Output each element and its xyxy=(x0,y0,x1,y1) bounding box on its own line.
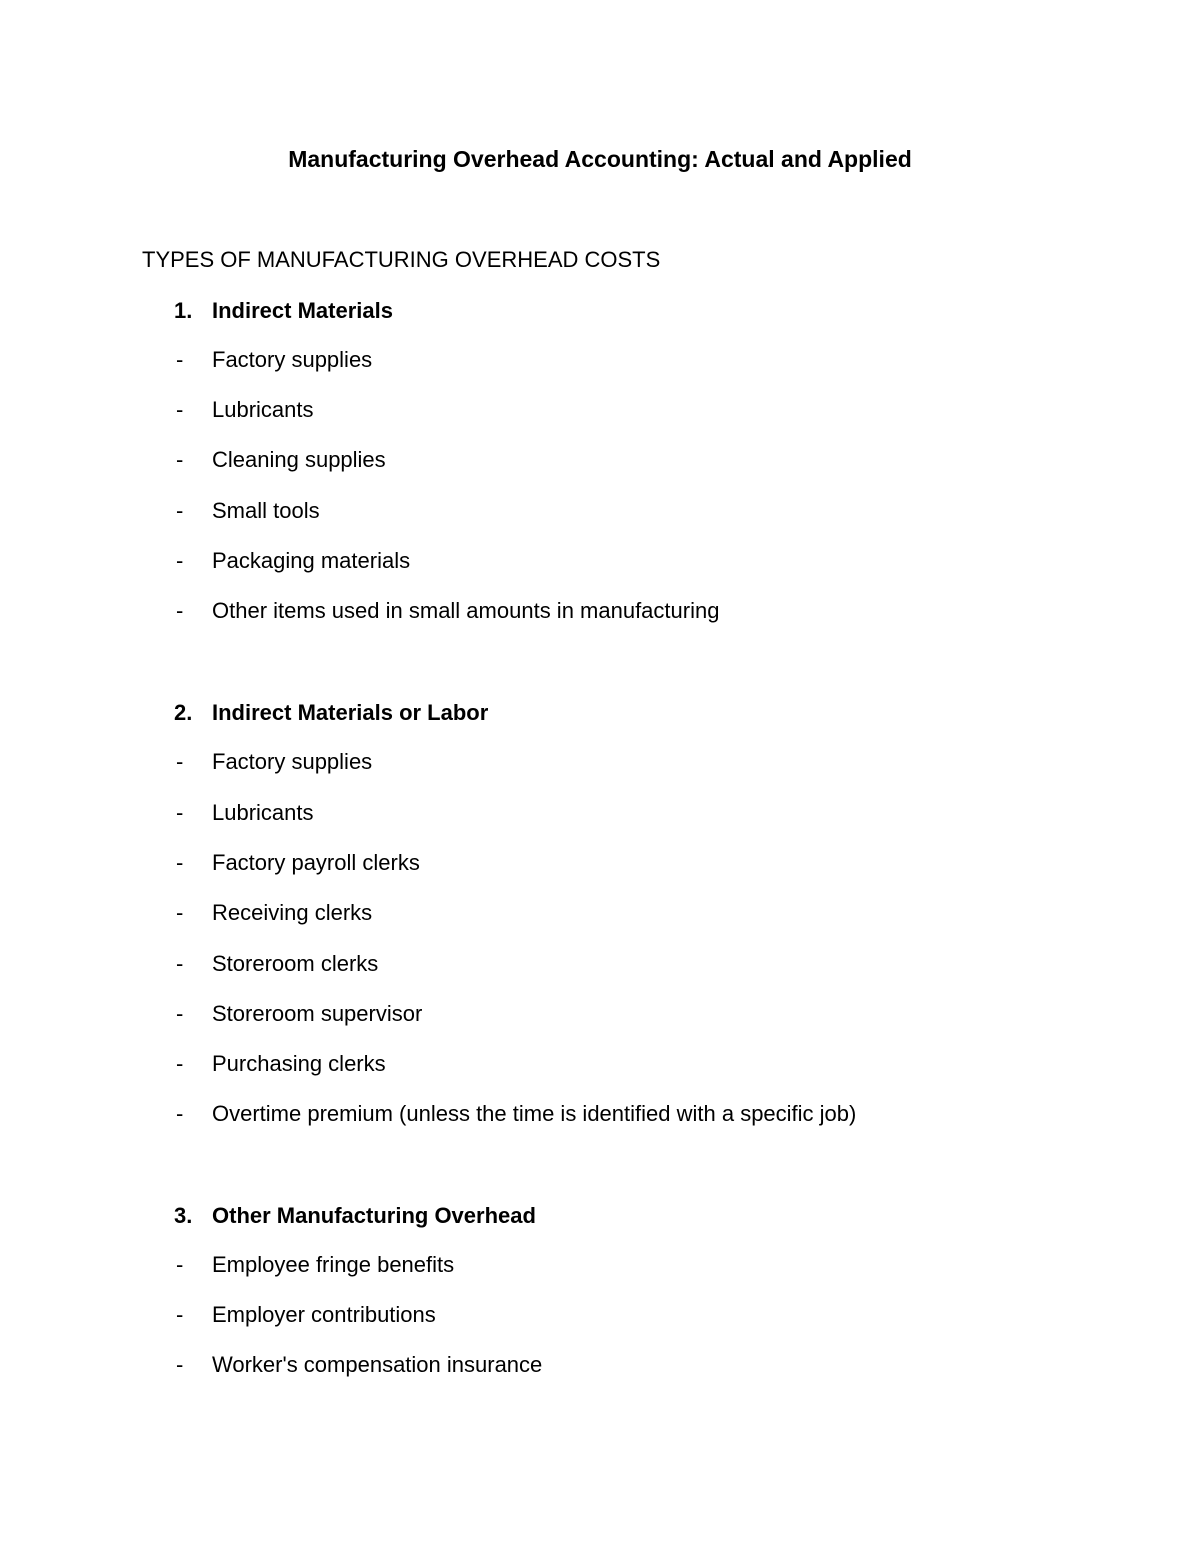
list-item-text: Packaging materials xyxy=(212,548,411,573)
list-item xyxy=(176,1098,856,1130)
list-item xyxy=(176,948,378,980)
list-heading-text: Indirect Materials or Labor xyxy=(212,700,489,725)
list-heading-indirect-materials xyxy=(174,295,393,327)
document-title: Manufacturing Overhead Accounting: Actual and Applied xyxy=(288,146,912,172)
list-item xyxy=(176,1299,436,1331)
dash-bullet: - xyxy=(176,548,184,573)
list-item xyxy=(176,847,420,879)
list-item xyxy=(176,1249,454,1281)
dash-bullet: - xyxy=(176,1001,184,1026)
dash-bullet: - xyxy=(176,447,184,472)
dash-bullet: - xyxy=(176,1252,184,1277)
list-item-text: Factory payroll clerks xyxy=(212,850,420,875)
list-item xyxy=(176,344,372,376)
dash-bullet: - xyxy=(176,749,184,774)
list-number: 3. xyxy=(174,1203,193,1228)
list-heading-text: Other Manufacturing Overhead xyxy=(212,1203,536,1228)
dash-bullet: - xyxy=(176,1302,184,1327)
list-item xyxy=(176,746,372,778)
list-item xyxy=(176,897,372,929)
dash-bullet: - xyxy=(176,1051,184,1076)
dash-bullet: - xyxy=(176,1101,184,1126)
list-item-text: Lubricants xyxy=(212,397,314,422)
dash-bullet: - xyxy=(176,850,184,875)
list-number: 1. xyxy=(174,298,193,323)
dash-bullet: - xyxy=(176,347,184,372)
dash-bullet: - xyxy=(176,800,184,825)
list-item-text: Factory supplies xyxy=(212,749,373,774)
list-item-text: Lubricants xyxy=(212,800,314,825)
list-item-text: Cleaning supplies xyxy=(212,447,386,472)
list-item xyxy=(176,595,719,627)
list-heading-text: Indirect Materials xyxy=(212,298,393,323)
list-item-text: Purchasing clerks xyxy=(212,1051,386,1076)
list-item-text: Employer contributions xyxy=(212,1302,436,1327)
list-item xyxy=(176,797,314,829)
section-heading: TYPES OF MANUFACTURING OVERHEAD COSTS xyxy=(142,247,661,272)
list-item-text: Factory supplies xyxy=(212,347,373,372)
list-item xyxy=(176,495,320,527)
list-item xyxy=(176,998,422,1030)
list-item-text: Storeroom supervisor xyxy=(212,1001,423,1026)
dash-bullet: - xyxy=(176,397,184,422)
dash-bullet: - xyxy=(176,598,184,623)
list-item xyxy=(176,444,386,476)
dash-bullet: - xyxy=(176,900,184,925)
list-item xyxy=(176,545,410,577)
dash-bullet: - xyxy=(176,498,184,523)
list-item-text: Worker's compensation insurance xyxy=(212,1352,543,1377)
list-item-text: Overtime premium (unless the time is identified with a specific job) xyxy=(212,1101,857,1126)
list-item-text: Small tools xyxy=(212,498,320,523)
dash-bullet: - xyxy=(176,1352,184,1377)
list-item xyxy=(176,1349,542,1381)
list-item-text: Storeroom clerks xyxy=(212,951,379,976)
list-number: 2. xyxy=(174,700,193,725)
list-heading-indirect-materials-or-labor xyxy=(174,697,488,729)
list-item-text: Other items used in small amounts in manufacturing xyxy=(212,598,720,623)
list-item xyxy=(176,394,314,426)
list-item-text: Receiving clerks xyxy=(212,900,373,925)
list-heading-other-manufacturing-overhead xyxy=(174,1200,536,1232)
list-item xyxy=(176,1048,386,1080)
list-item-text: Employee fringe benefits xyxy=(212,1252,455,1277)
dash-bullet: - xyxy=(176,951,184,976)
